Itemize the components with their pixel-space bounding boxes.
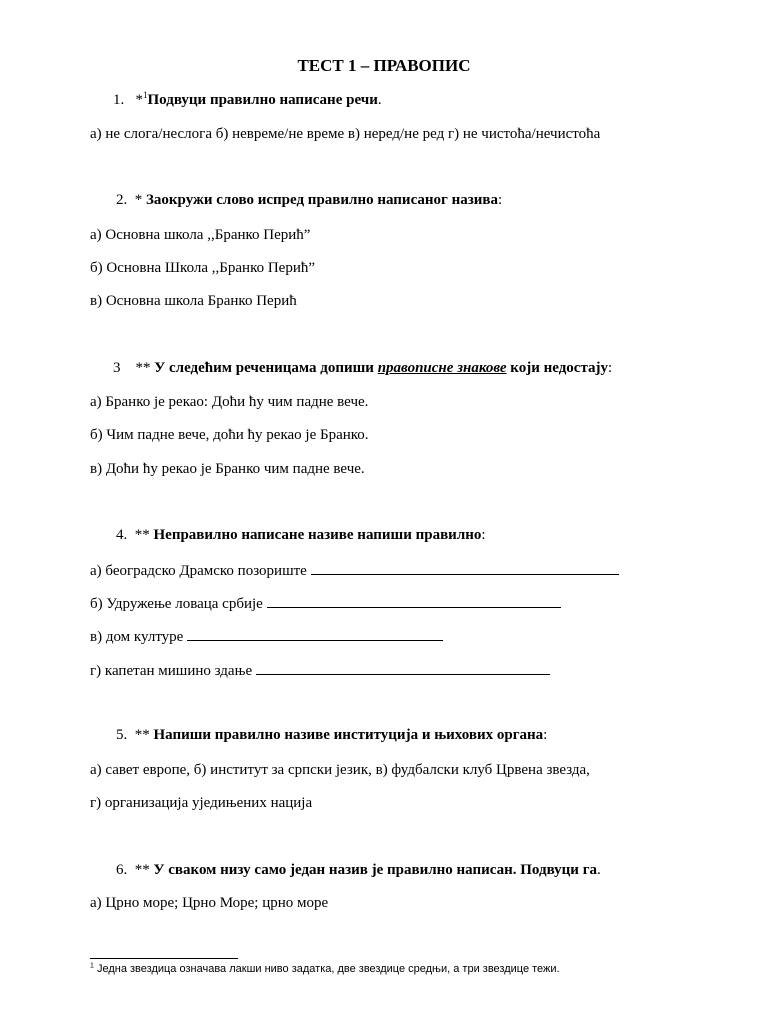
item-text: б) Удружење ловаца србије (90, 596, 263, 612)
difficulty-stars: * (135, 92, 143, 108)
question-text-end: који недостају (506, 360, 609, 376)
question-text-emphasis: правописне знакове (377, 360, 507, 376)
answer-blank-line[interactable] (267, 594, 561, 608)
question-punct: . (597, 862, 601, 878)
question-number: 3 (113, 360, 121, 376)
footnote-reference: 1 (143, 90, 148, 100)
question-5-heading (116, 727, 547, 744)
question-text: Неправилно написане називе напиши правилно (153, 527, 482, 543)
question-2-heading (116, 192, 502, 209)
page-title: ТЕСТ 1 – ПРАВОПИС (297, 56, 471, 75)
question-text: Заокружи слово испред правилно написаног назива (146, 192, 499, 208)
difficulty-stars: ** (134, 862, 150, 878)
question-5-items-line-1: а) савет европе, б) институт за српски језик, в) фудбалски клуб Црвена звезда, (90, 762, 590, 778)
item-text: г) капетан мишино здање (90, 663, 253, 679)
question-punct: : (498, 192, 503, 208)
answer-blank-line[interactable] (256, 661, 550, 675)
question-3-sentence-c: в) Доћи ћу рекао је Бранко чим падне вече. (90, 461, 365, 477)
question-4-item-c (90, 627, 443, 646)
difficulty-stars: * (134, 192, 143, 208)
question-4-item-d (90, 661, 550, 680)
difficulty-stars: ** (134, 727, 150, 743)
question-punct: : (608, 360, 613, 376)
question-number: 4. (116, 527, 128, 543)
question-2-option-a: а) Основна школа ,,Бранко Перић” (90, 227, 311, 243)
question-text: Напиши правилно називе институција и њихових органа (153, 727, 544, 743)
question-text (154, 360, 608, 376)
question-3-sentence-a: а) Бранко је рекао: Доћи ћу чим падне вече. (90, 394, 369, 410)
question-number: 5. (116, 727, 128, 743)
question-text: Подвуци правилно написане речи (147, 92, 378, 108)
question-punct: : (481, 527, 486, 543)
question-3-sentence-b: б) Чим падне вече, доћи ћу рекао је Бранко. (90, 427, 369, 443)
question-text: У сваком низу само један назив је правилно написан. Подвуци га (153, 862, 598, 878)
question-1-heading (113, 92, 382, 109)
question-6-row-a: а) Црно море; Црно Море; црно море (90, 895, 329, 911)
answer-blank-line[interactable] (187, 627, 443, 641)
question-2-option-c: в) Основна школа Бранко Перић (90, 293, 297, 309)
question-2-option-b: б) Основна Школа ,,Бранко Перић” (90, 260, 316, 276)
question-6-heading (116, 862, 601, 879)
question-number: 2. (116, 192, 128, 208)
item-text: в) дом културе (90, 629, 184, 645)
footnote-separator (90, 958, 238, 959)
footnote-number: 1 (90, 962, 94, 970)
answer-blank-line[interactable] (311, 561, 619, 575)
question-3-heading (113, 360, 612, 377)
question-4-item-a (90, 561, 619, 580)
question-4-heading (116, 527, 486, 544)
footnote-text: Једна звездица означава лакши ниво задатка, две звездице средњи, а три звездице тежи. (93, 963, 560, 975)
difficulty-stars: ** (134, 527, 150, 543)
question-punct: : (543, 727, 548, 743)
question-1-answers: а) не слога/неслога б) невреме/не време в) неред/не ред г) не чистоћа/нечистоћа (90, 126, 601, 142)
question-5-items-line-2: г) организација уједињених нација (90, 795, 313, 811)
difficulty-stars: ** (135, 360, 151, 376)
question-text-start: У следећим реченицама допиши (154, 360, 378, 376)
footnote (90, 963, 560, 975)
question-number: 1. (113, 92, 125, 108)
question-4-item-b (90, 594, 561, 613)
question-punct: . (377, 92, 382, 108)
question-number: 6. (116, 862, 128, 878)
item-text: а) београдско Драмско позориште (90, 563, 307, 579)
